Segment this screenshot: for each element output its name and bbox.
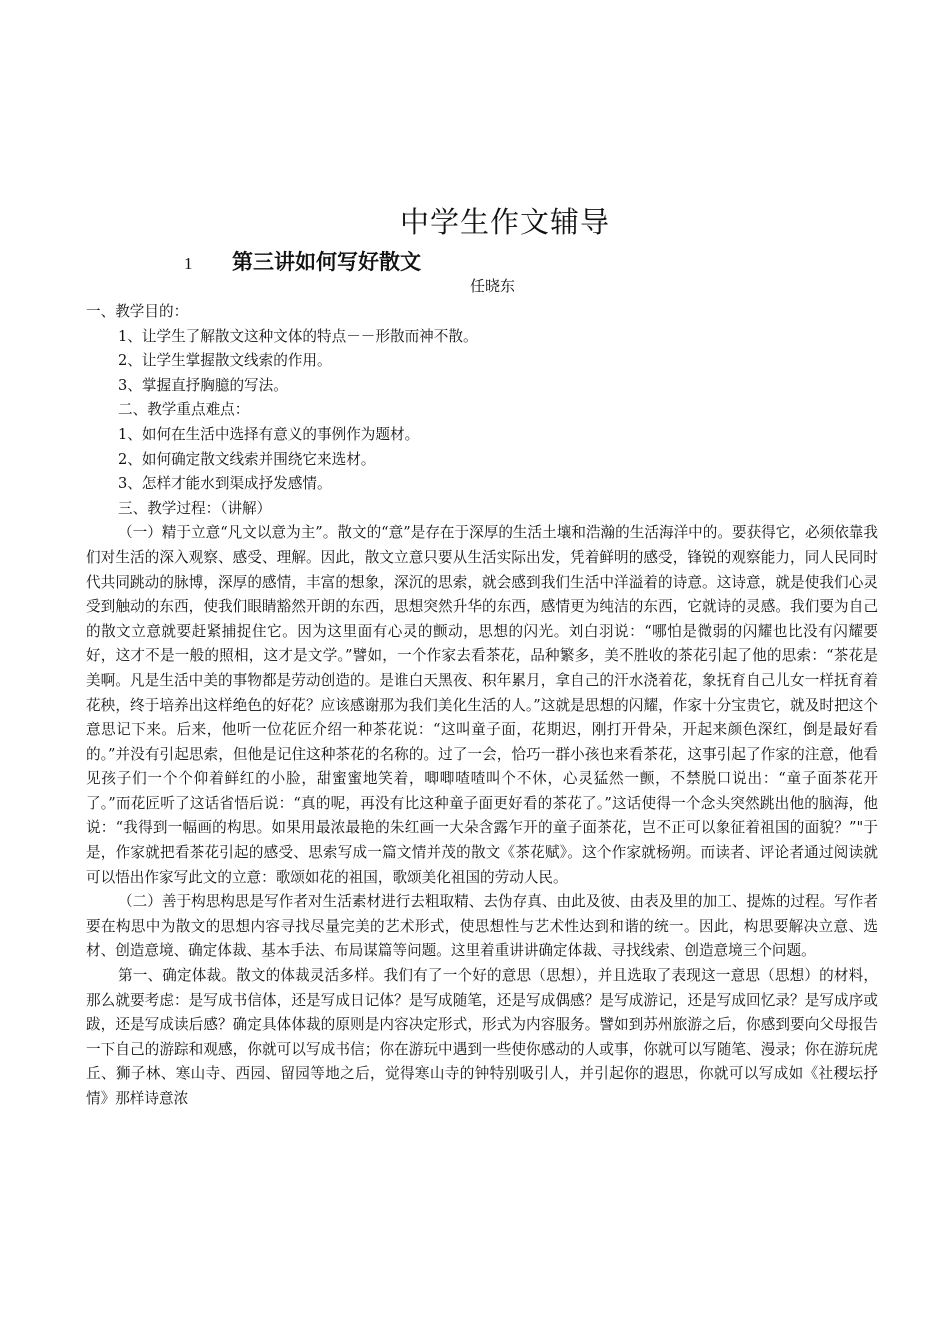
section-heading-objectives: 一、教学目的： xyxy=(86,303,189,320)
lecture-title: 第三讲如何写好散文 xyxy=(232,250,421,274)
section-heading-process: 三、教学过程：（讲解） xyxy=(118,499,272,517)
author-name: 任晓东 xyxy=(470,277,516,295)
list-item: 2、让学生掌握散文线索的作用。 xyxy=(118,352,332,370)
lecture-number: 1 xyxy=(184,254,193,273)
body-paragraph: （二）善于构思构思是写作者对生活素材进行去粗取精、去伪存真、由此及彼、由表及里的加工、提炼的过程。写作者要在构思中为散文的思想内容寻找尽量完美的艺术形式，使思想性与艺术性达到和谐的统一。因此，构思要解决立意、选材、创造意境、确定体裁、基本手法、布局谋篇等问题。这里着重讲讲确定体裁、寻找线索、创造意境三个问题。 xyxy=(86,893,878,960)
list-item: 3、怎样才能水到渠成抒发感情。 xyxy=(118,475,332,493)
body-paragraph: （一）精于立意“凡文以意为主”。散文的“意”是存在于深厚的生活土壤和浩瀚的生活海洋中的。要获得它，必须依靠我们对生活的深入观察、感受、理解。因此，散文立意只要从生活实际出发，凭着鲜明的感受，锋锐的观察能力，同人民同时代共同跳动的脉博，深厚的感情，丰富的想象，深沉的思索，就会感到我们生活中洋溢着的诗意。这诗意，就是使我们心灵受到触动的东西，使我们眼睛豁然开朗的东西，思想突然升华的东西，感情更为纯洁的东西，它就诗的灵感。我们要为自己的散文立意就要赶紧捕捉住它。因为这里面有心灵的颤动，思想的闪光。刘白羽说：“哪怕是微弱的闪耀也比没有闪耀要好，这才不是一般的照相，这才是文学。”譬如，一个作家去看茶花，品种繁多，美不胜收的茶花引起了他的思索：“茶花是美啊。凡是生活中美的事物都是劳动创造的。是谁白天黑夜、积年累月，拿自己的汗水浇着花，象抚育自己儿女一样抚育着花秧，终于培养出这样绝色的好花？应该感谢那为我们美化生活的人。”这就是思想的闪耀，作家十分宝贵它，就及时把这个意思记下来。后来，他听一位花匠介绍一种茶花说：“这叫童子面，花期迟，刚打开骨朵，开起来颜色深红，倒是最好看的。”并没有引起思索，但他是记住这种茶花的名称的。过了一会，恰巧一群小孩也来看茶花，这事引起了作家的注意，他看见孩子们一个个仰着鲜红的小脸，甜蜜蜜地笑着，唧唧喳喳叫个不休，心灵猛然一颤，不禁脱口说出：“童子面茶花开了。”而花匠听了这话省悟后说：“真的呢，再没有比这种童子面更好看的茶花了。”这话使得一个念头突然跳出他的脑海，他说：“我得到一幅画的构思。如果用最浓最艳的朱红画一大朵含露乍开的童子面茶花，岂不正可以象征着祖国的面貌？”"于是，作家就把看茶花引起的感受、思索写成一篇文情并茂的散文《茶花赋》。这个作家就杨朔。而读者、评论者通过阅读就可以悟出作家写此文的立意：歌颂如花的祖国，歌颂美化祖国的劳动人民。 xyxy=(86,524,878,886)
page-title: 中学生作文辅导 xyxy=(399,205,610,239)
section-heading-key-points: 二、教学重点难点： xyxy=(118,401,250,419)
list-item: 2、如何确定散文线索并围绕它来选材。 xyxy=(118,450,376,468)
document-body xyxy=(86,300,878,1112)
body-paragraph: 第一、确定体裁。散文的体裁灵活多样。我们有了一个好的意思（思想），并且选取了表现这一意思（思想）的材料，那么就要考虑：是写成书信体，还是写成日记体？是写成随笔，还是写成偶感？是写成游记，还是写成回忆录？是写成序或跋，还是写成读后感？确定具体体裁的原则是内容决定形式，形式为内容服务。譬如到苏州旅游之后，你感到要向父母报告一下自己的游踪和观感，你就可以写成书信；你在游玩中遇到一些使你感动的人或事，你就可以写随笔、漫录；你在游玩虎丘、狮子林、寒山寺、西园、留园等地之后，觉得寒山寺的钟特别吸引人，并引起你的遐思，你就可以写成如《社稷坛抒情》那样诗意浓 xyxy=(86,967,878,1107)
list-item: 1、让学生了解散文这种文体的特点－－形散而神不散。 xyxy=(118,327,478,345)
list-item: 3、掌握直抒胸臆的写法。 xyxy=(118,376,288,394)
lecture-heading xyxy=(184,246,421,276)
list-item: 1、如何在生活中选择有意义的事例作为题材。 xyxy=(118,425,420,443)
